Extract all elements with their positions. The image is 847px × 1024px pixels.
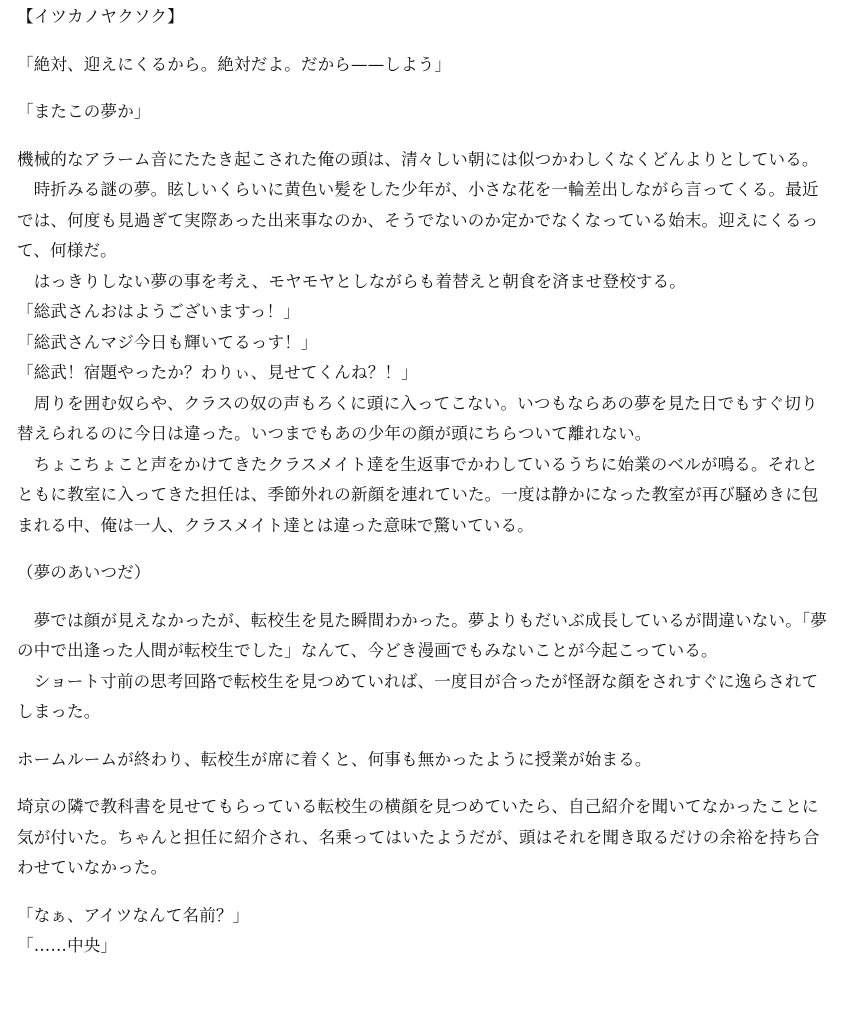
dialogue-line: 「総武！宿題やったか？わりぃ、見せてくんね？！」	[17, 363, 418, 382]
narration-paragraph: 夢では顔が見えなかったが、転校生を見た瞬間わかった。夢よりもだいぶ成長しているが間違いない。「夢の中で出逢った人間が転校生でした」なんて、今どき漫画でもみないことが今起こっている。	[17, 610, 828, 660]
dialogue-line: 「またこの夢か」	[17, 102, 151, 121]
narration-paragraph: ホームルームが終わり、転校生が席に着くと、何事も無かったように授業が始まる。	[17, 749, 652, 769]
narration-paragraph: 機械的なアラーム音にたたき起こされた俺の頭は、清々しい朝には似つかわしくなくどんよりとしている。	[17, 149, 819, 169]
dialogue-line: 「絶対、迎えにくるから。絶対だよ。だから——しよう」	[17, 54, 452, 74]
dialogue-line: 「なぁ、アイツなんて名前？」	[17, 905, 250, 925]
dialogue-line: 「……中央」	[17, 936, 118, 955]
narration-paragraph: はっきりしない夢の事を考え、モヤモヤとしながらも着替えと朝食を済ませ登校する。	[17, 271, 686, 291]
dialogue-line: 「総武さんおはようございますっ！」	[17, 302, 300, 321]
inner-thought-line: （夢のあいつだ）	[17, 563, 151, 582]
document-body	[17, 0, 832, 962]
narration-paragraph: 埼京の隣で教科書を見せてもらっている転校生の横顔を見つめていたら、自己紹介を聞いてなかったことに気が付いた。ちゃんと担任に紹介され、名乗ってはいたようだが、頭はそれを聞き取るだけの余裕を持ち合わせていなかった。	[17, 797, 820, 877]
narration-paragraph: 時折みる謎の夢。眩しいくらいに黄色い髪をした少年が、小さな花を一輪差出しながら言ってくる。最近では、何度も見過ぎて実際あった出来事なのか、そうでないのか定かでなくなっている始末。迎えにくるって、何様だ。	[17, 180, 819, 260]
narration-paragraph: ショート寸前の思考回路で転校生を見つめていれば、一度目が合ったが怪訝な顔をされすぐに逸らされてしまった。	[17, 671, 819, 721]
story-title: 【イツカノヤクソク】	[17, 7, 184, 26]
narration-paragraph: ちょこちょこと声をかけてきたクラスメイト達を生返事でかわしているうちに始業のベルが鳴る。それとともに教室に入ってきた担任は、季節外れの新顔を連れていた。一度は静かになった教室が再び騒めきに包まれる中、俺は一人、クラスメイト達とは違った意味で驚いている。	[17, 454, 819, 535]
dialogue-line: 「総武さんマジ今日も輝いてるっす！」	[17, 332, 318, 352]
narration-paragraph: 周りを囲む奴らや、クラスの奴の声もろくに頭に入ってこない。いつもならあの夢を見た日でもすぐ切り替えられるのに今日は違った。いつまでもあの少年の顔が頭にちらついて離れない。	[17, 393, 818, 443]
